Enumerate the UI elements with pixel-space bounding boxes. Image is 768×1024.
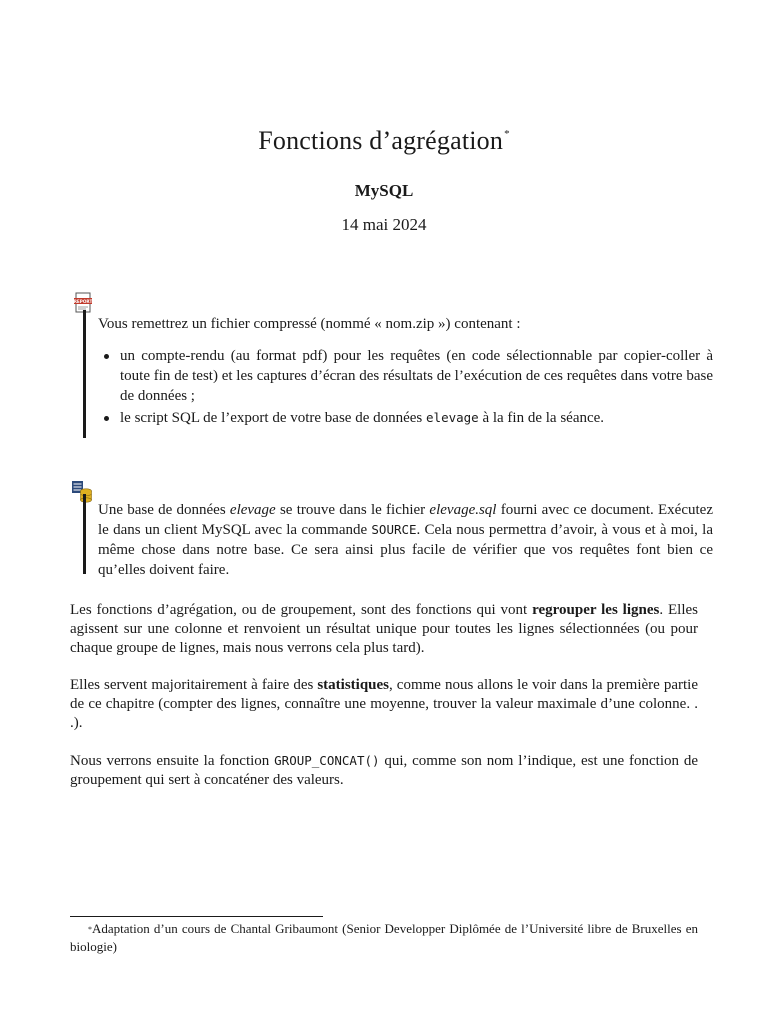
deliverable-item-script-text-end: à la fin de la séance. — [478, 410, 605, 426]
database-callout-text — [98, 500, 713, 580]
p2-emphasis: statistiques — [317, 677, 390, 693]
deliverable-item-script — [120, 408, 713, 428]
footnote-rule — [70, 916, 323, 917]
deliverables-list — [98, 346, 713, 428]
deliverable-item-report: un compte-rendu (au format pdf) pour les requêtes (en code sélectionnable par copier-coller à toute fin de test) et les captures d’écran des résultats de l’exécution de ces requêtes dans votre base de données ; — [120, 348, 713, 404]
file-name-elevage-sql: elevage.sql — [429, 502, 497, 518]
document-date: 14 mai 2024 — [341, 215, 427, 234]
deliverable-item-script-text: le script SQL de l’export de votre base de données — [120, 410, 427, 426]
p2-text-1: Elles servent majoritairement à faire des — [70, 677, 318, 693]
title-text: Fonctions d’agrégation — [258, 126, 504, 155]
paragraph-group-concat — [70, 751, 698, 790]
document-title — [0, 126, 768, 156]
deliverables-intro: Vous remettrez un fichier compressé (nommé « nom.zip ») contenant : — [98, 316, 521, 332]
title-footnote-mark: * — [504, 128, 510, 140]
db-text-3: fourni avec ce document. Exécutez le dans un client MySQL avec la commande — [98, 502, 713, 538]
report-icon-label: REPORT — [74, 298, 92, 304]
code-source: SOURCE — [371, 522, 417, 537]
db-text-2: se trouve dans le fichier — [275, 502, 430, 518]
paragraph-intro — [70, 601, 698, 658]
p1-text-1: Les fonctions d’agrégation, ou de groupement, sont des fonctions qui vont — [70, 602, 533, 618]
document-author: MySQL — [354, 181, 414, 200]
p3-text-2: qui, comme son nom l’indique, est une fonction de groupement qui sert à concaténer des valeurs. — [70, 753, 698, 788]
p1-text-2: . Elles agissent sur une colonne et renvoient un résultat unique pour toutes les lignes sélectionnées (ou pour chaque groupe de lignes, mais nous verrons cela plus tard). — [70, 602, 698, 656]
paragraph-statistics — [70, 676, 698, 733]
code-group-concat: GROUP_CONCAT() — [274, 753, 380, 768]
code-elevage: elevage — [426, 410, 479, 425]
db-text-4: . Cela nous permettra d’avoir, à vous et à moi, la même chose dans notre base. Ce sera ainsi plus facile de vérifier que vos requêtes font bien ce qu’elles doivent faire. — [98, 522, 713, 578]
deliverables-callout — [83, 310, 713, 438]
footnote-text: Adaptation d’un cours de Chantal Gribaumont (Senior Developper Diplômée de l’Université libre de Bruxelles en biologie) — [70, 921, 698, 954]
p2-text-2: , comme nous allons le voir dans la première partie de ce chapitre (compter des lignes, connaître une moyenne, trouver la valeur maximale d’une colonne. . .). — [70, 677, 698, 731]
p3-text-1: Nous verrons ensuite la fonction — [70, 753, 275, 769]
database-callout — [83, 494, 713, 578]
db-text-1: Une base de données — [98, 502, 230, 518]
p1-emphasis: regrouper les lignes — [532, 602, 660, 618]
db-name-elevage: elevage — [229, 502, 276, 518]
footnote-mark: * — [88, 925, 92, 934]
footnote — [70, 920, 698, 956]
